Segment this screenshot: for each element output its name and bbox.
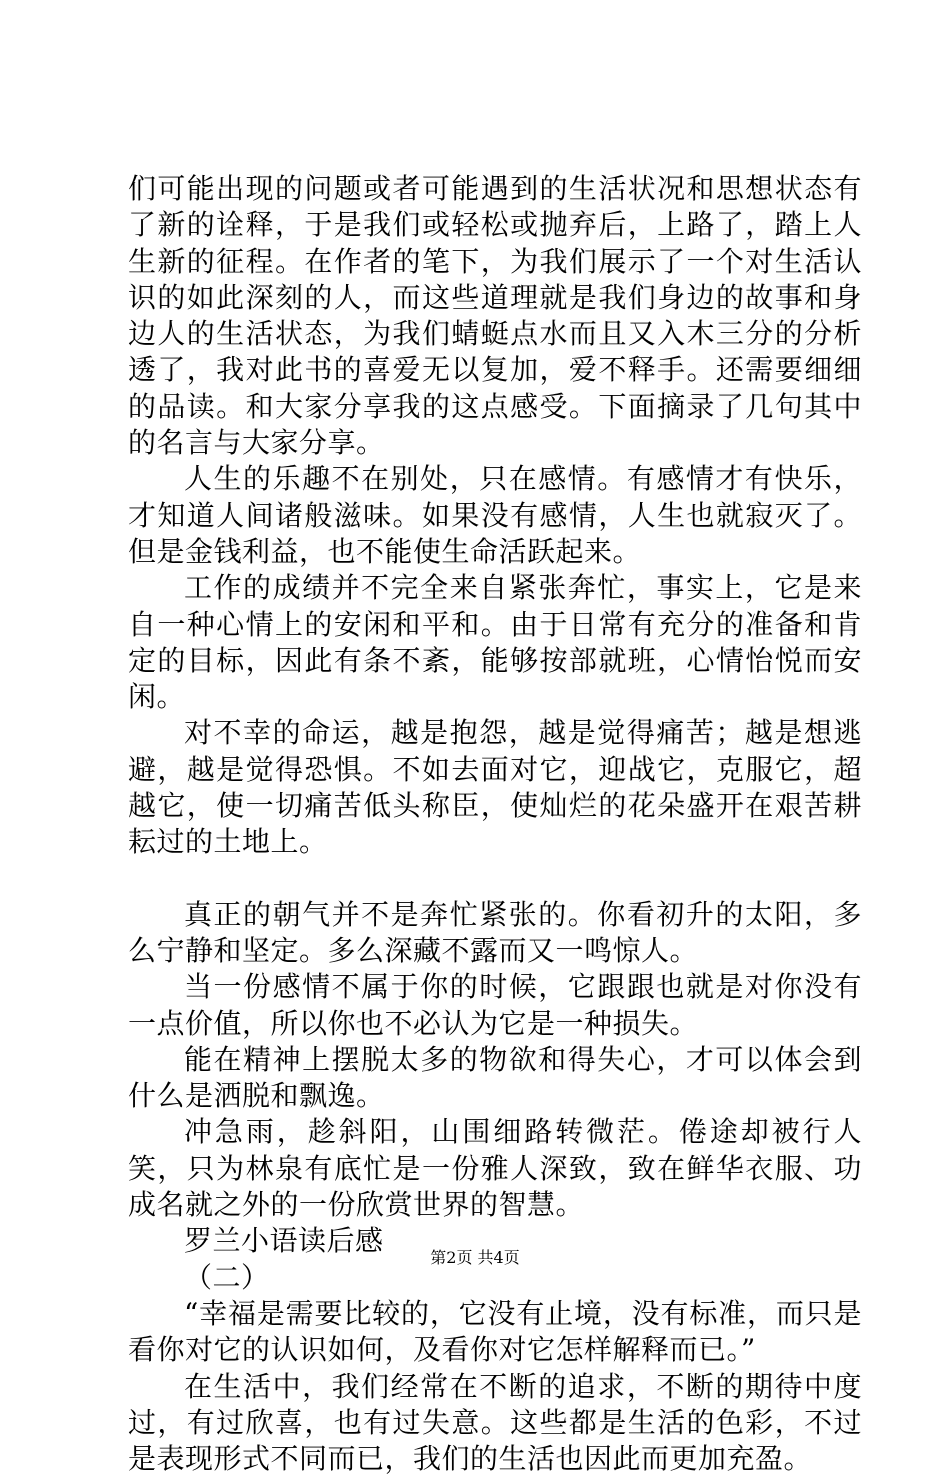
page-number-label: 第2页 共4页 xyxy=(430,1248,519,1267)
section-number: （二） xyxy=(128,1260,862,1296)
paragraph-8: 冲急雨，趁斜阳，山围细路转微茫。倦途却被行人笑，只为林泉有底忙是一份雅人深致，致在鲜华衣服、功成名就之外的一份欣赏世界的智慧。 xyxy=(128,1114,862,1223)
quote-paragraph: “幸福是需要比较的，它没有止境，没有标准，而只是看你对它的认识如何，及看你对它怎样解释而已。” xyxy=(128,1296,862,1369)
paragraph-6: 当一份感情不属于你的时候，它跟跟也就是对你没有一点价值，所以你也不必认为它是一种损失。 xyxy=(128,969,862,1042)
paragraph-5: 真正的朝气并不是奔忙紧张的。你看初升的太阳，多么宁静和坚定。多么深藏不露而又一鸣惊人。 xyxy=(128,897,862,970)
paragraph-3: 工作的成绩并不完全来自紧张奔忙，事实上，它是来自一种心情上的安闲和平和。由于日常有充分的准备和肯定的目标，因此有条不紊，能够按部就班，心情怡悦而安闲。 xyxy=(128,570,862,715)
paragraph-1: 们可能出现的问题或者可能遇到的生活状况和思想状态有了新的诠释，于是我们或轻松或抛弃后，上路了，踏上人生新的征程。在作者的笔下，为我们展示了一个对生活认识的如此深刻的人，而这些道理就是我们身边的故事和身边人的生活状态，为我们蜻蜓点水而且又入木三分的分析透了，我对此书的喜爱无以复加，爱不释手。还需要细细的品读。和大家分享我的这点感受。下面摘录了几句其中的名言与大家分享。 xyxy=(128,171,862,461)
section-title: 罗兰小语读后感 xyxy=(128,1223,862,1259)
body-text xyxy=(128,171,862,1477)
page-footer xyxy=(0,1248,950,1268)
paragraph-2: 人生的乐趣不在别处，只在感情。有感情才有快乐，才知道人间诸般滋味。如果没有感情，人生也就寂灭了。但是金钱利益，也不能使生命活跃起来。 xyxy=(128,461,862,570)
paragraph-4: 对不幸的命运，越是抱怨，越是觉得痛苦；越是想逃避，越是觉得恐惧。不如去面对它，迎战它，克服它，超越它，使一切痛苦低头称臣，使灿烂的花朵盛开在艰苦耕耘过的土地上。 xyxy=(128,715,862,860)
paragraph-7: 能在精神上摆脱太多的物欲和得失心，才可以体会到什么是洒脱和飘逸。 xyxy=(128,1042,862,1115)
paragraph-12: 在生活中，我们经常在不断的追求，不断的期待中度过，有过欣喜，也有过失意。这些都是生活的色彩，不过是表现形式不同而已，我们的生活也因此而更加充盈。 xyxy=(128,1369,862,1477)
